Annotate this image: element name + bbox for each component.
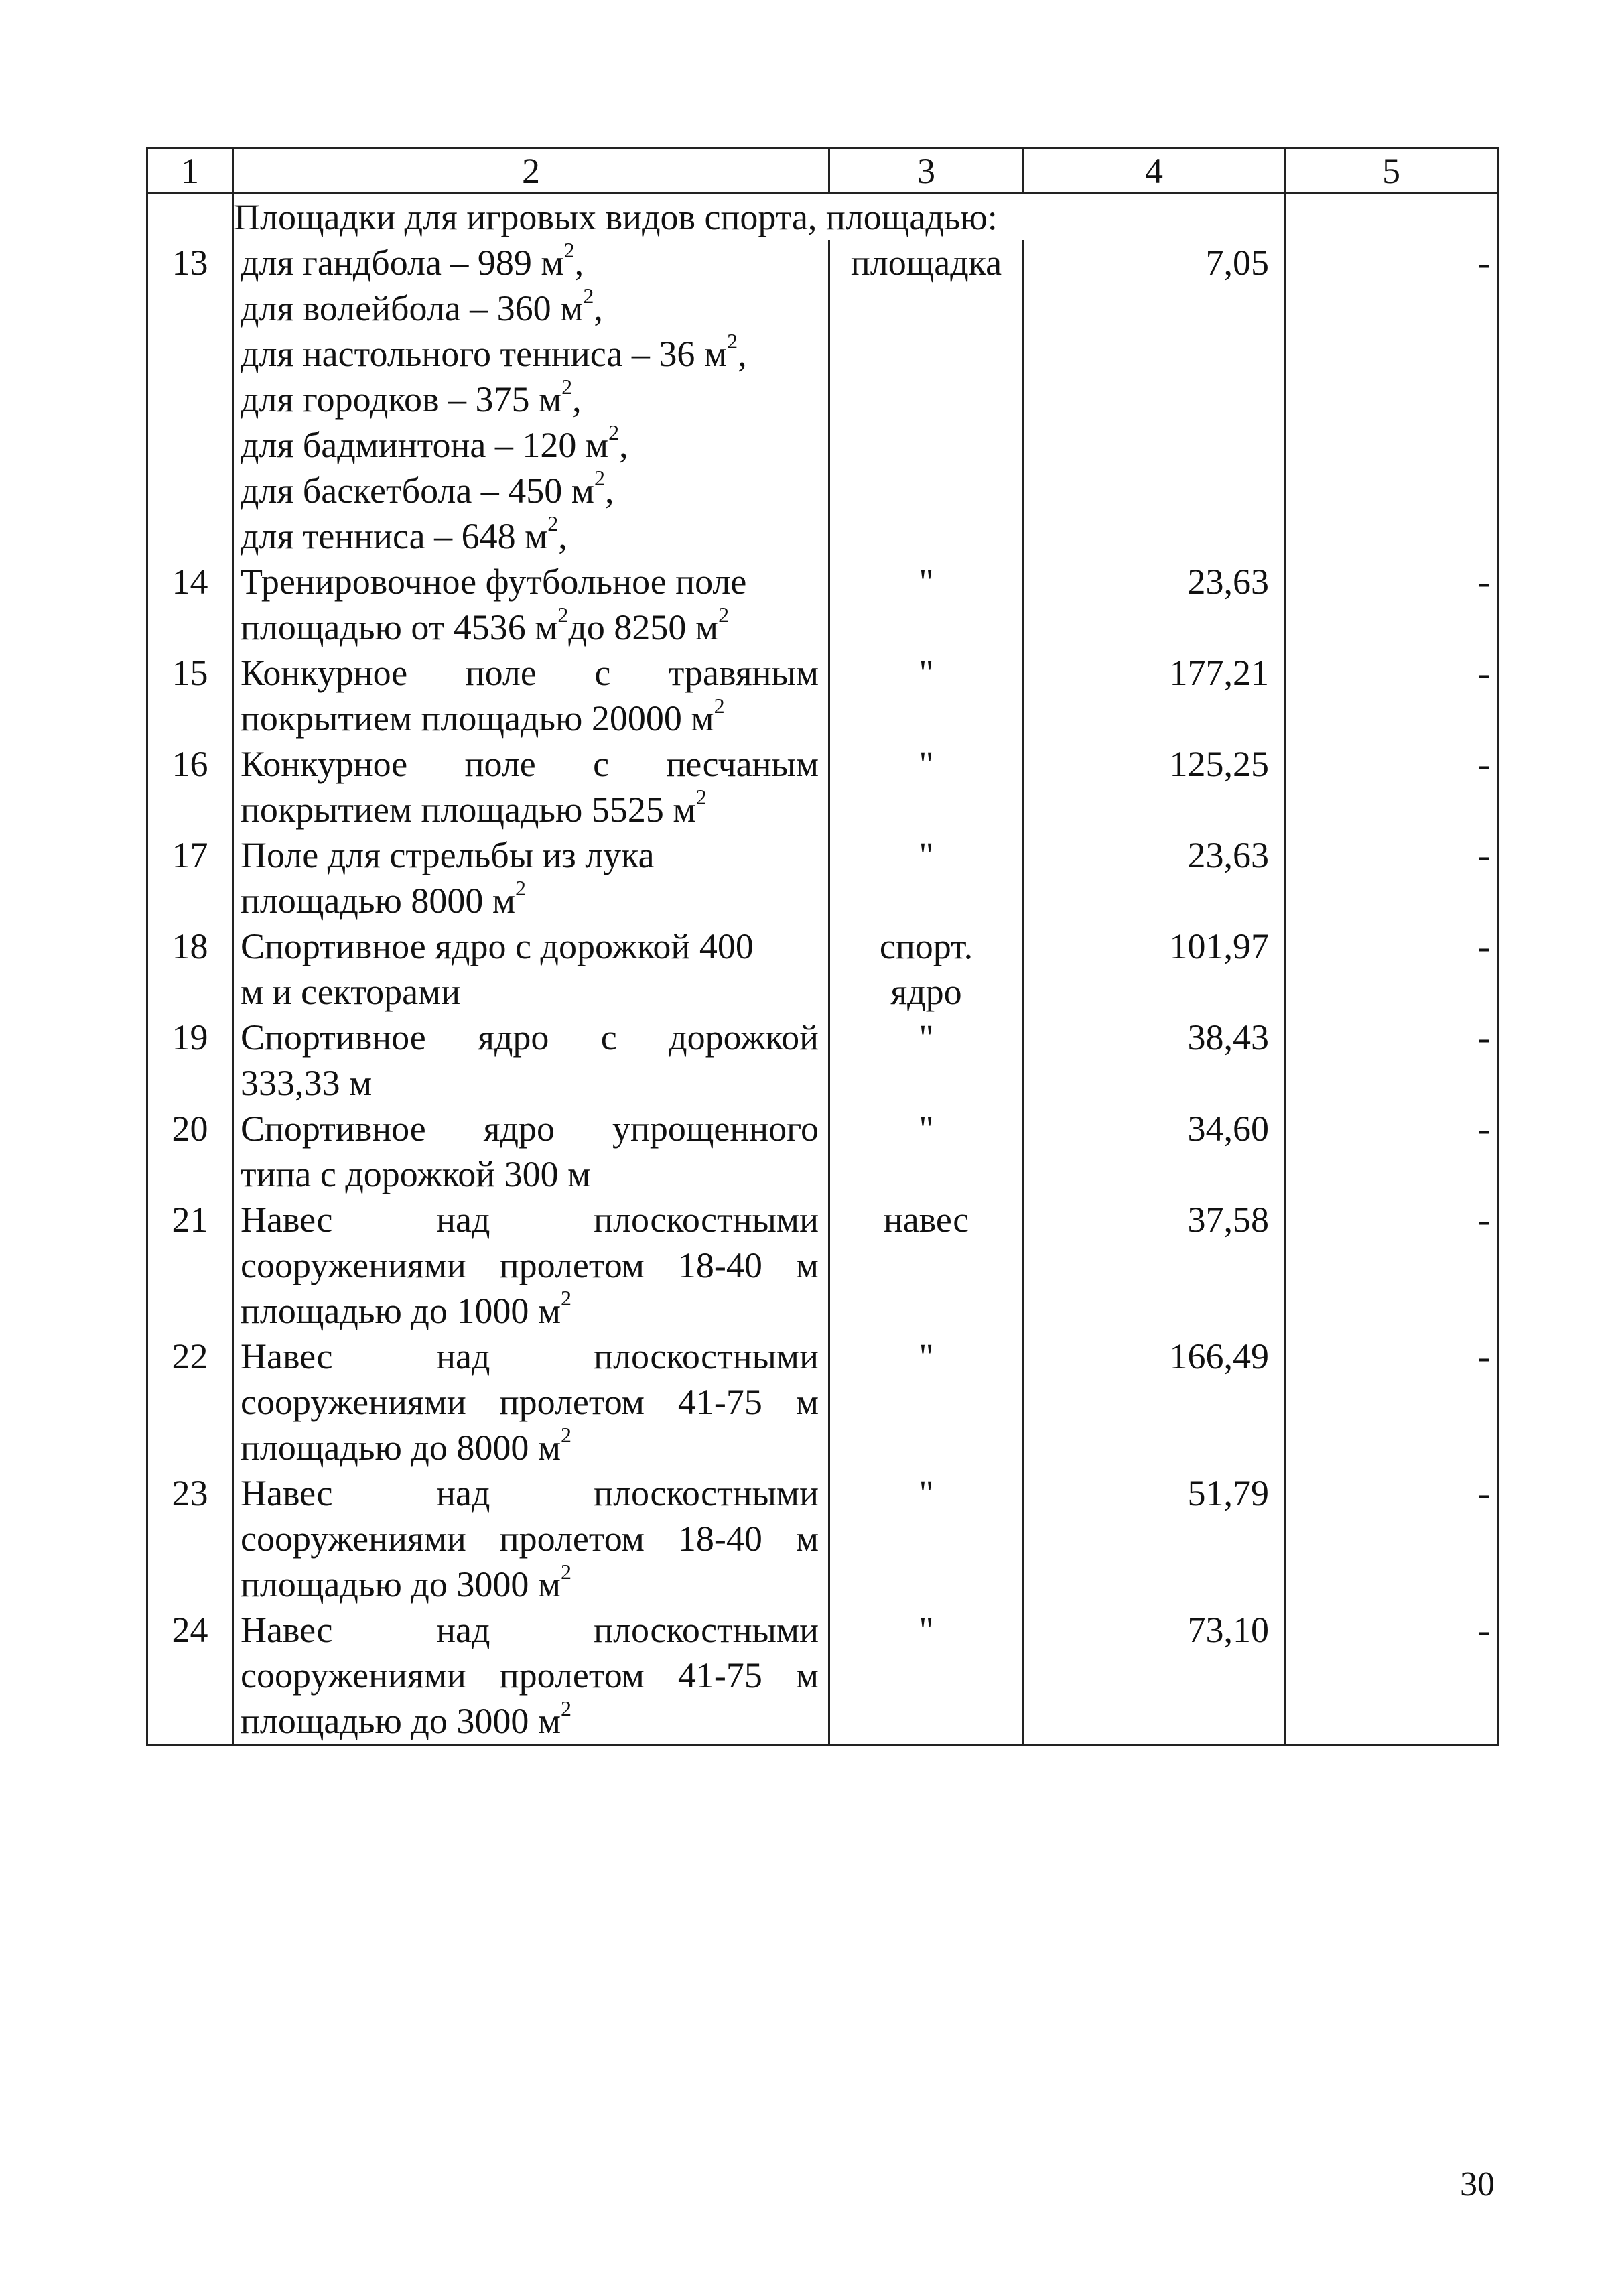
description-line — [241, 377, 819, 422]
row-price: 7,05 — [1024, 240, 1285, 559]
header-col-5: 5 — [1285, 149, 1498, 194]
description-line — [241, 1288, 819, 1334]
line-text: сооружениями пролетом 41-75 м — [241, 1655, 819, 1696]
table-row — [147, 832, 1498, 923]
rates-table — [146, 147, 1499, 1746]
row-unit — [829, 1015, 1024, 1106]
row-description — [233, 240, 829, 559]
header-col-1: 1 — [147, 149, 233, 194]
line-text: Спортивное ядро с дорожкой — [241, 1017, 819, 1058]
row-extra: - — [1285, 1197, 1498, 1334]
description-line — [241, 923, 819, 969]
row-number: 21 — [147, 1197, 233, 1334]
row-description — [233, 741, 829, 832]
line-text: м и секторами — [241, 972, 461, 1012]
description-line — [241, 1151, 819, 1197]
row-number: 15 — [147, 650, 233, 741]
line-text: площадью от 4536 м — [241, 607, 558, 647]
description-line — [241, 468, 819, 513]
row-price: 177,21 — [1024, 650, 1285, 741]
line-suffix: , — [572, 379, 582, 420]
row-description — [233, 1607, 829, 1745]
row-number: 22 — [147, 1334, 233, 1470]
row-price: 37,58 — [1024, 1197, 1285, 1334]
unit-line: навес — [883, 1200, 969, 1240]
unit-line: " — [919, 1336, 934, 1377]
description-line — [241, 604, 819, 650]
description-line — [241, 1470, 819, 1516]
row-unit — [829, 650, 1024, 741]
row-unit — [829, 741, 1024, 832]
row-number: 13 — [147, 240, 233, 559]
table-row — [147, 1106, 1498, 1197]
line-text: сооружениями пролетом 18-40 м — [241, 1245, 819, 1285]
line-text: для бадминтона – 120 м — [241, 425, 609, 465]
superscript: 2 — [608, 420, 620, 444]
line-text: площадью до 3000 м — [241, 1701, 561, 1741]
line-text: Навес над плоскостными — [241, 1336, 819, 1377]
row-description — [233, 1197, 829, 1334]
row-number: 19 — [147, 1015, 233, 1106]
description-line — [241, 1607, 819, 1653]
unit-line: " — [919, 1473, 934, 1513]
table-row — [147, 1334, 1498, 1470]
superscript: 2 — [727, 329, 738, 353]
description-line — [241, 422, 819, 468]
description-line — [241, 650, 819, 696]
superscript: 2 — [583, 283, 594, 308]
line-suffix: , — [594, 288, 603, 328]
line-text: площадью до 3000 м — [241, 1564, 561, 1604]
line-text: сооружениями пролетом 41-75 м — [241, 1382, 819, 1422]
page-number: 30 — [1460, 2165, 1495, 2204]
table-row — [147, 741, 1498, 832]
superscript: 2 — [547, 511, 559, 535]
table-header — [147, 149, 1498, 194]
row-unit — [829, 559, 1024, 650]
header-col-3: 3 — [829, 149, 1024, 194]
row-price: 73,10 — [1024, 1607, 1285, 1745]
row-extra: - — [1285, 1334, 1498, 1470]
group-intro-text: Площадки для игровых видов спорта, площадью: — [233, 194, 1285, 241]
row-price: 38,43 — [1024, 1015, 1285, 1106]
row-number: 17 — [147, 832, 233, 923]
table-row — [147, 1197, 1498, 1334]
description-line — [241, 1242, 819, 1288]
row-description — [233, 1015, 829, 1106]
superscript: 2 — [594, 466, 605, 490]
line-text: типа с дорожкой 300 м — [241, 1154, 591, 1194]
header-col-2: 2 — [233, 149, 829, 194]
row-unit — [829, 1197, 1024, 1334]
unit-line: " — [919, 1108, 934, 1149]
description-line — [241, 1197, 819, 1242]
row-unit — [829, 1106, 1024, 1197]
row-description — [233, 923, 829, 1015]
row-unit — [829, 1334, 1024, 1470]
unit-line: " — [919, 835, 934, 875]
line-text: площадью до 1000 м — [241, 1291, 561, 1331]
description-line — [241, 240, 819, 285]
table-row — [147, 650, 1498, 741]
line-text: Поле для стрельбы из лука — [241, 835, 655, 875]
description-line — [241, 832, 819, 878]
description-line — [241, 1379, 819, 1425]
row-extra: - — [1285, 1106, 1498, 1197]
row-description — [233, 1334, 829, 1470]
table-row — [147, 1470, 1498, 1607]
row-price: 34,60 — [1024, 1106, 1285, 1197]
row-number: 18 — [147, 923, 233, 1015]
group-intro-row — [147, 194, 1498, 241]
row-number: 14 — [147, 559, 233, 650]
line-text: сооружениями пролетом 18-40 м — [241, 1519, 819, 1559]
line-text: 333,33 м — [241, 1063, 373, 1103]
description-line — [241, 741, 819, 787]
description-line — [241, 1015, 819, 1060]
table-row — [147, 923, 1498, 1015]
line-text: Тренировочное футбольное поле — [241, 562, 747, 602]
line-suffix: до 8250 м — [568, 607, 719, 647]
description-line — [241, 1653, 819, 1698]
unit-line: " — [919, 1017, 934, 1058]
unit-line: спорт. — [879, 926, 973, 966]
row-price: 125,25 — [1024, 741, 1285, 832]
header-row — [147, 149, 1498, 194]
row-price: 51,79 — [1024, 1470, 1285, 1607]
line-text: для настольного тенниса – 36 м — [241, 334, 728, 374]
description-line — [241, 559, 819, 604]
table-body — [147, 194, 1498, 1745]
empty-cell — [1285, 194, 1498, 241]
row-unit — [829, 832, 1024, 923]
line-text: покрытием площадью 5525 м — [241, 789, 696, 830]
description-line — [241, 1334, 819, 1379]
row-description — [233, 1470, 829, 1607]
description-line — [241, 1516, 819, 1561]
description-line — [241, 969, 819, 1015]
table-row — [147, 1607, 1498, 1745]
unit-line: ядро — [890, 972, 962, 1012]
line-text: Конкурное поле с песчаным — [241, 744, 819, 784]
row-unit — [829, 1607, 1024, 1745]
row-extra: - — [1285, 923, 1498, 1015]
row-price: 166,49 — [1024, 1334, 1285, 1470]
row-number: 16 — [147, 741, 233, 832]
row-extra: - — [1285, 1607, 1498, 1745]
row-extra: - — [1285, 240, 1498, 559]
description-line — [241, 1106, 819, 1151]
description-line — [241, 696, 819, 741]
row-price: 101,97 — [1024, 923, 1285, 1015]
row-price: 23,63 — [1024, 832, 1285, 923]
row-extra: - — [1285, 1470, 1498, 1607]
header-col-4: 4 — [1024, 149, 1285, 194]
line-suffix: , — [738, 334, 747, 374]
line-suffix: , — [574, 243, 584, 283]
row-number: 20 — [147, 1106, 233, 1197]
superscript: 2 — [560, 1696, 571, 1720]
description-line — [241, 878, 819, 923]
unit-line: " — [919, 744, 934, 784]
line-text: для тенниса – 648 м — [241, 516, 548, 556]
table-row — [147, 240, 1498, 559]
row-unit — [829, 1470, 1024, 1607]
line-text: для городков – 375 м — [241, 379, 562, 420]
line-suffix: , — [619, 425, 628, 465]
empty-cell — [147, 194, 233, 241]
superscript: 2 — [560, 1559, 571, 1584]
row-price: 23,63 — [1024, 559, 1285, 650]
line-suffix: , — [558, 516, 567, 556]
description-line — [241, 285, 819, 331]
unit-line: " — [919, 562, 934, 602]
row-description — [233, 650, 829, 741]
row-unit — [829, 923, 1024, 1015]
superscript: 2 — [560, 1423, 571, 1447]
superscript: 2 — [515, 876, 527, 900]
line-text: для баскетбола – 450 м — [241, 470, 594, 511]
row-extra: - — [1285, 741, 1498, 832]
line-text: Навес над плоскостными — [241, 1473, 819, 1513]
description-line — [241, 1060, 819, 1106]
table-row — [147, 559, 1498, 650]
unit-line: " — [919, 653, 934, 693]
line-text: Конкурное поле с травяным — [241, 653, 819, 693]
row-description — [233, 832, 829, 923]
row-description — [233, 1106, 829, 1197]
description-line — [241, 331, 819, 377]
superscript: 2 — [714, 694, 725, 718]
line-text: площадью до 8000 м — [241, 1427, 561, 1468]
description-line — [241, 787, 819, 832]
line-text: покрытием площадью 20000 м — [241, 698, 714, 739]
line-text: для гандбола – 989 м — [241, 243, 564, 283]
row-description — [233, 559, 829, 650]
row-extra: - — [1285, 1015, 1498, 1106]
line-suffix: , — [604, 470, 614, 511]
line-text: Навес над плоскостными — [241, 1610, 819, 1650]
description-line — [241, 1561, 819, 1607]
line-text: Навес над плоскостными — [241, 1200, 819, 1240]
unit-line: " — [919, 1610, 934, 1650]
superscript: 2 — [560, 1286, 571, 1310]
line-text: Спортивное ядро упрощенного — [241, 1108, 819, 1149]
superscript: 2 — [695, 785, 707, 809]
row-number: 24 — [147, 1607, 233, 1745]
line-text: Спортивное ядро с дорожкой 400 — [241, 926, 754, 966]
description-line — [241, 513, 819, 559]
superscript: 2 — [557, 602, 569, 627]
row-extra: - — [1285, 650, 1498, 741]
line-text: площадью 8000 м — [241, 881, 516, 921]
description-line — [241, 1425, 819, 1470]
superscript: 2 — [718, 602, 730, 627]
description-line — [241, 1698, 819, 1744]
superscript: 2 — [563, 238, 575, 262]
row-unit: площадка — [829, 240, 1024, 559]
superscript: 2 — [561, 375, 573, 399]
table-row — [147, 1015, 1498, 1106]
row-extra: - — [1285, 559, 1498, 650]
line-text: для волейбола – 360 м — [241, 288, 584, 328]
row-extra: - — [1285, 832, 1498, 923]
row-number: 23 — [147, 1470, 233, 1607]
